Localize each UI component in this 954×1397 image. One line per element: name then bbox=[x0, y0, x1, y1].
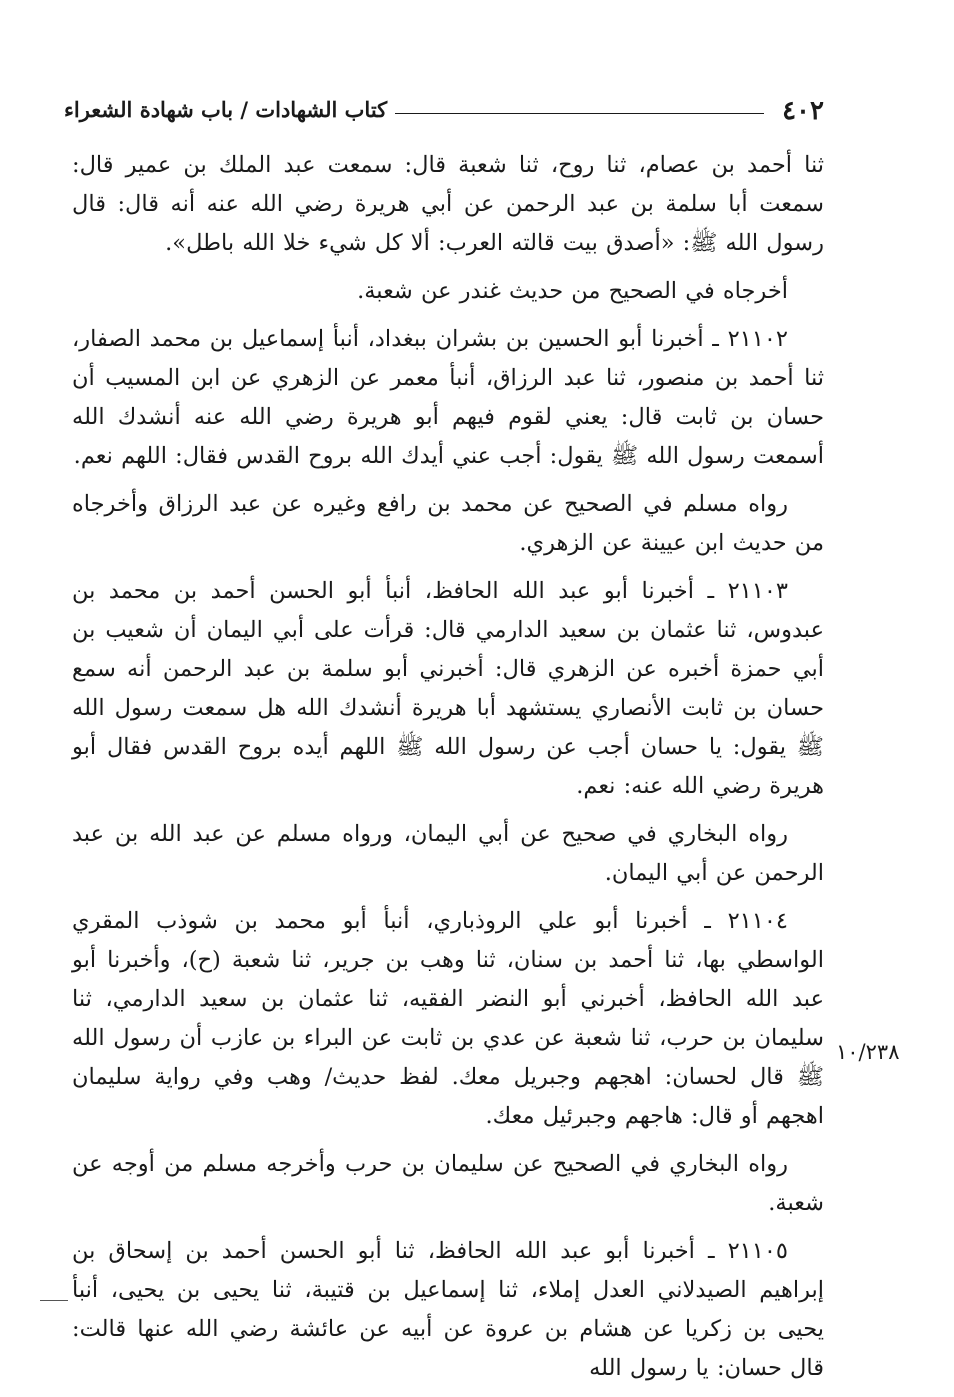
paragraph-takhrij: رواه البخاري في الصحيح عن سليمان بن حرب وأخرجه مسلم من أوجه عن شعبة. bbox=[72, 1151, 824, 1216]
running-title: كتاب الشهادات / باب شهادة الشعراء bbox=[64, 97, 388, 122]
page-number: ٤٠٢ bbox=[782, 96, 824, 126]
paragraph-hadith-21103: ٢١١٠٣ ـ أخبرنا أبو عبد الله الحافظ، أنبأ أبو الحسن أحمد بن محمد بن عبدوس، ثنا عثمان بن سعيد الدارمي قال: قرأت على أبي اليمان أن شعيب بن أبي حمزة أخبره عن الزهري قال: أخبرني أبو سلمة بن عبد الرحمن أنه سمع حسان بن ثابت الأنصاري يستشهد أبا هريرة أنشدك الله هل سمعت رسول الله ﷺ يقول: يا حسان أجب عن رسول الله ﷺ اللهم أيده بروح القدس فقال أبو هريرة رضي الله عنه: نعم. bbox=[72, 578, 824, 799]
bottom-rule bbox=[40, 1300, 68, 1301]
paragraph-takhrij: رواه مسلم في الصحيح عن محمد بن رافع وغيره عن عبد الرزاق وأخرجاه من حديث ابن عيينة عن الزهري. bbox=[72, 491, 824, 556]
paragraph-continuation: ثنا أحمد بن عصام، ثنا روح، ثنا شعبة قال: سمعت عبد الملك بن عمير قال: سمعت أبا سلمة بن عبد الرحمن عن أبي هريرة رضي الله عنه أنه قال: قال رسول الله ﷺ: «أصدق بيت قالته العرب: ألا كل شيء خلا الله باطل». bbox=[72, 152, 824, 256]
page-header bbox=[64, 84, 824, 124]
header-rule bbox=[395, 113, 764, 114]
paragraph-hadith-21105: ٢١١٠٥ ـ أخبرنا أبو عبد الله الحافظ، ثنا أبو الحسن أحمد بن إسحاق بن إبراهيم الصيدلاني العدل إملاء، ثنا إسماعيل بن قتيبة، ثنا يحيى بن يحيى، أنبأ يحيى بن زكريا عن هشام بن عروة عن أبيه عن عائشة رضي الله عنها قالت: قال حسان: يا رسول الله bbox=[72, 1238, 824, 1381]
paragraph-takhrij: أخرجاه في الصحيح من حديث غندر عن شعبة. bbox=[357, 278, 788, 304]
paragraph-takhrij: رواه البخاري في صحيح عن أبي اليمان، ورواه مسلم عن عبد الله بن عبد الرحمن عن أبي اليمان. bbox=[72, 821, 824, 886]
paragraph-hadith-21104: ٢١١٠٤ ـ أخبرنا أبو علي الروذباري، أنبأ أبو محمد بن شوذب المقري الواسطي بها، ثنا أحمد بن سنان، ثنا وهب بن جرير، ثنا شعبة (ح)، وأخبرنا أبو عبد الله الحافظ، أخبرني أبو النضر الفقيه، ثنا عثمان بن سعيد الدارمي، ثنا سليمان بن حرب، ثنا شعبة عن عدي بن ثابت عن البراء بن عازب أن رسول الله ﷺ قال لحسان: اهجهم وجبريل معك. لفظ حديث/ وهب وفي رواية سليمان اهجهم أو قال: هاجهم وجبرئيل معك. bbox=[72, 908, 824, 1129]
page-body bbox=[72, 146, 824, 1397]
paragraph-hadith-21102: ٢١١٠٢ ـ أخبرنا أبو الحسين بن بشران ببغداد، أنبأ إسماعيل بن محمد الصفار، ثنا أحمد بن منصور، ثنا عبد الرزاق، أنبأ معمر عن الزهري عن ابن المسيب أن حسان بن ثابت قال: يعني لقوم فيهم أبو هريرة رضي الله عنه أنشدك الله أسمعت رسول الله ﷺ يقول: أجب عني أيدك الله بروح القدس فقال: اللهم نعم. bbox=[72, 326, 824, 469]
margin-manuscript-reference: ١٠/٢٣٨ bbox=[836, 1040, 900, 1064]
